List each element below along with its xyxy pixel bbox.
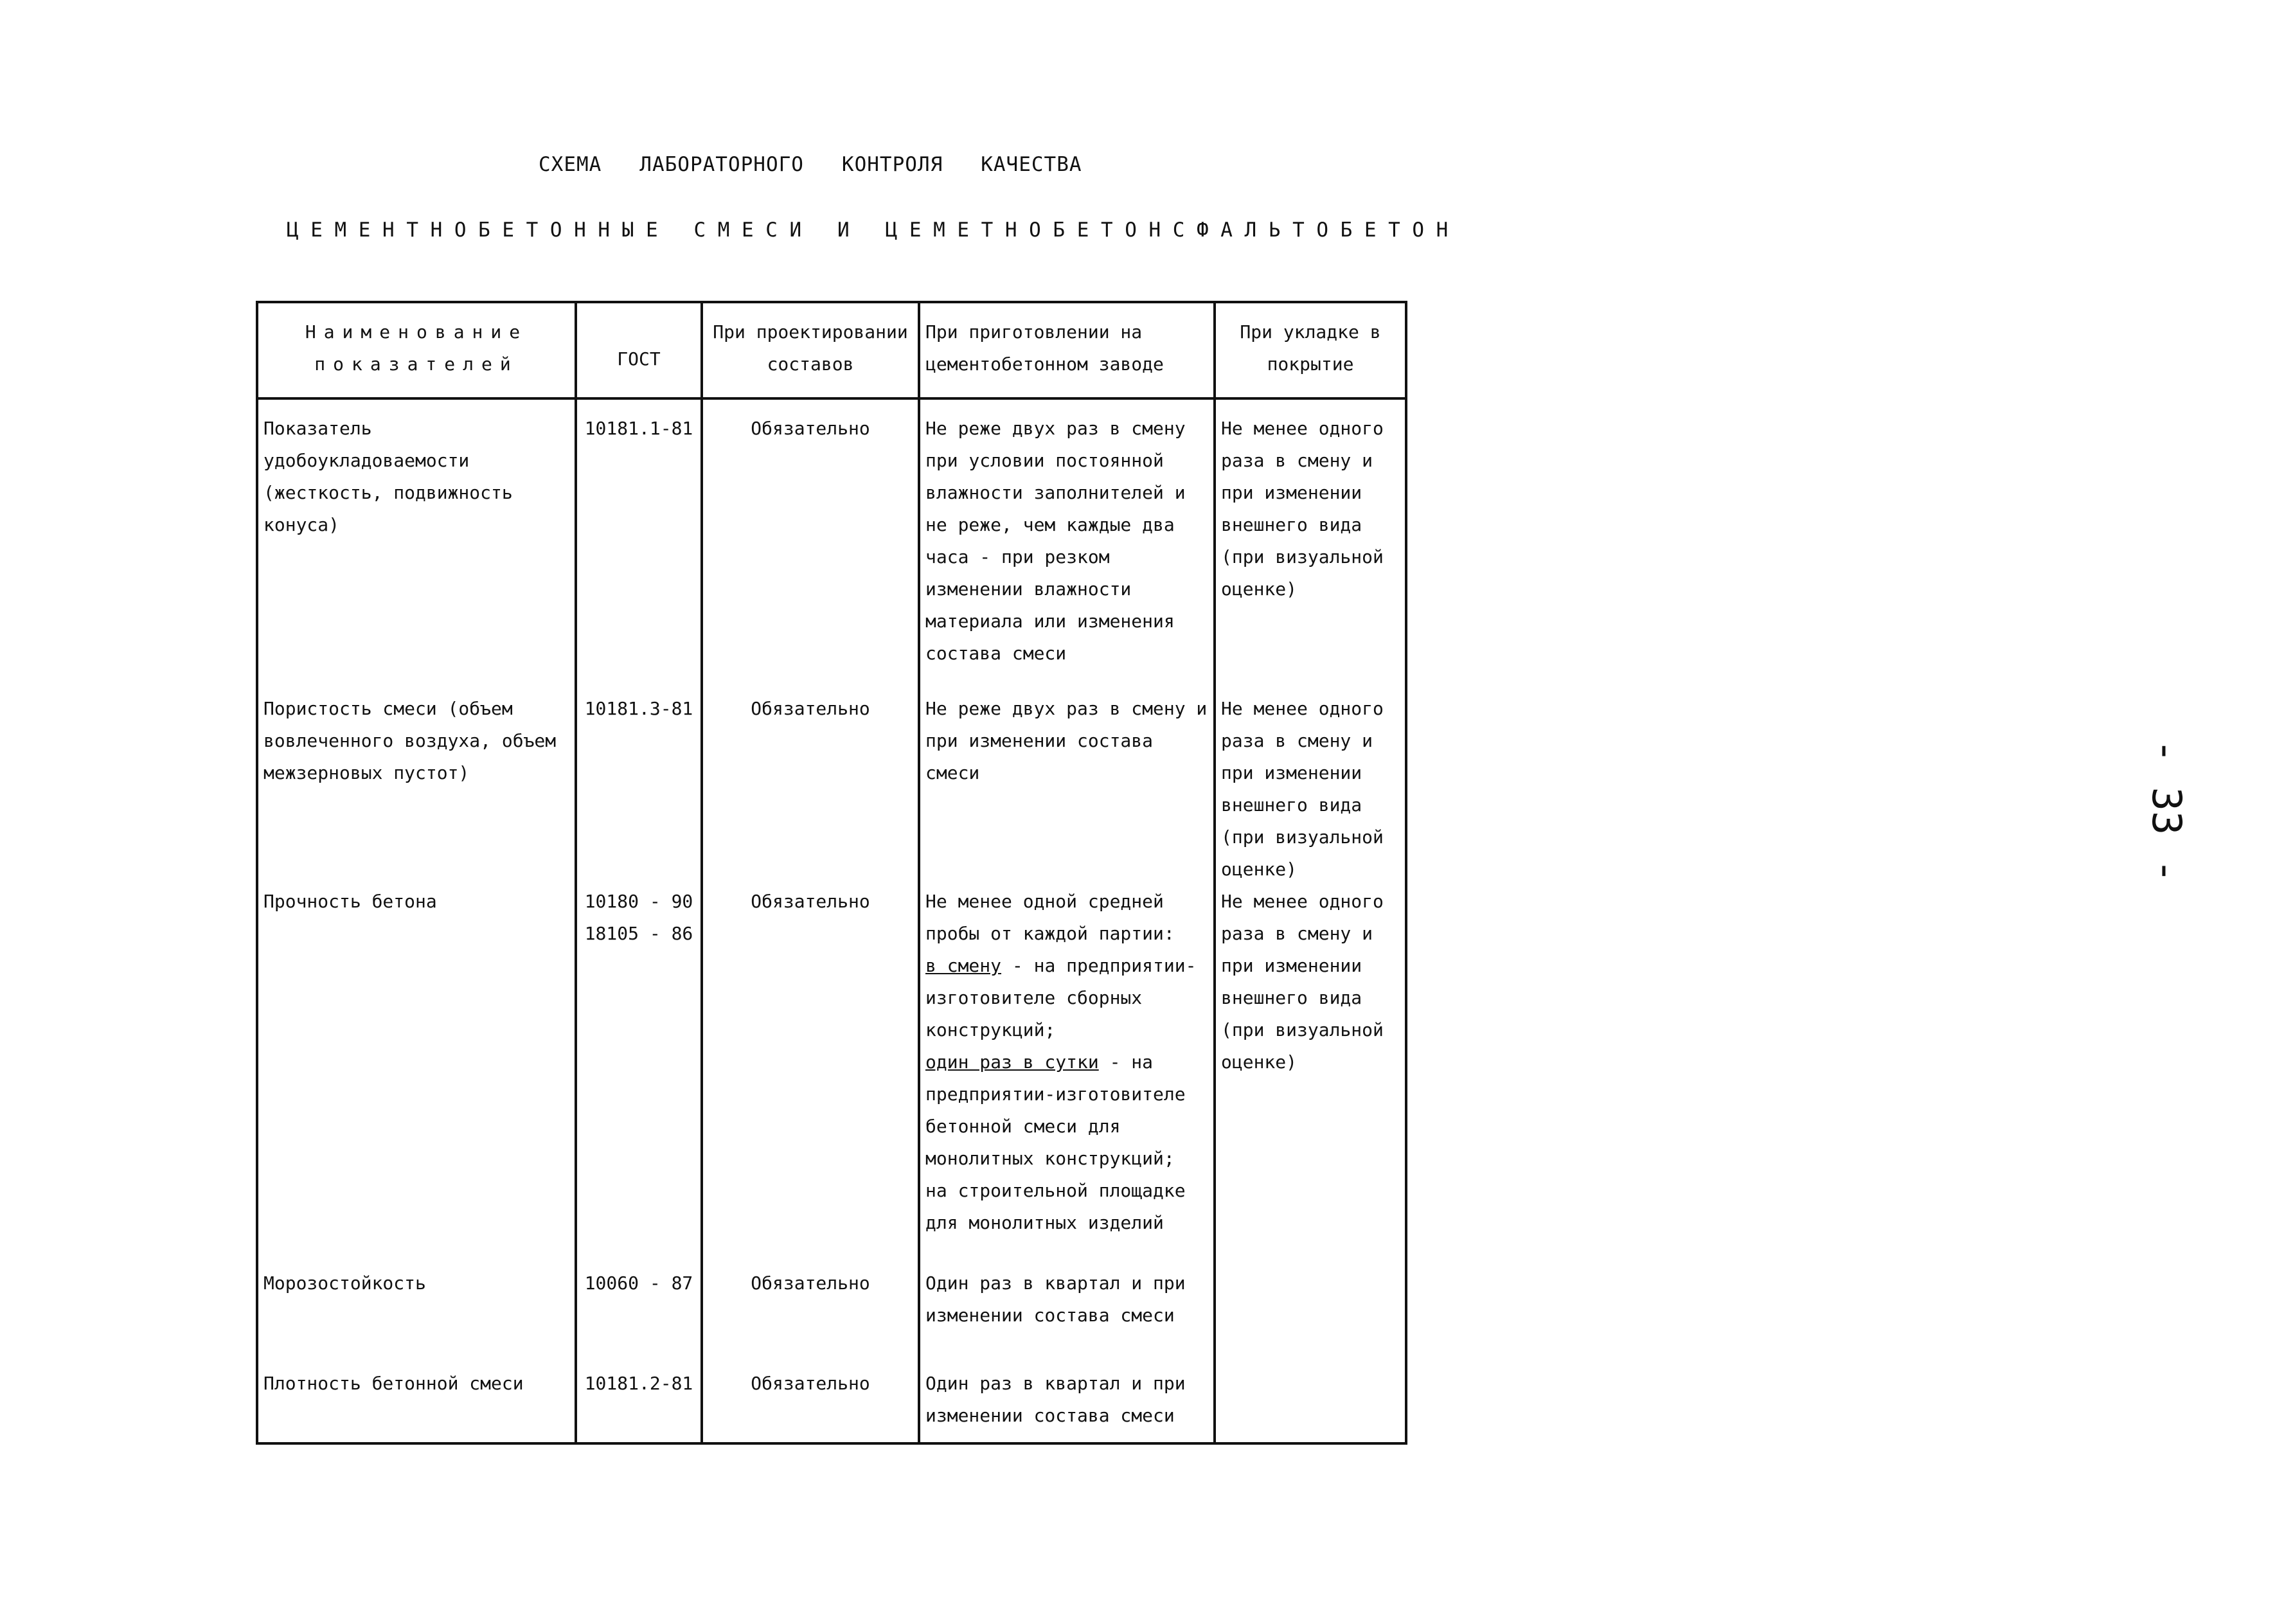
header-preparation: При приготовлении на цементобетонном заводе — [919, 302, 1215, 398]
table-row — [257, 886, 1406, 1267]
cell-laying: Не менее одного раза в смену и при изменении внешнего вида (при визуальной оценке) — [1215, 398, 1406, 693]
preparation-intro: Не менее одной средней пробы от каждой партии: — [925, 891, 1175, 944]
document-subtitle: ЦЕМЕНТНОБЕТОННЫЕ СМЕСИ И ЦЕМЕТНОБЕТОНСФАЛЬТОБЕТОН — [287, 219, 1460, 242]
table-row — [257, 1368, 1406, 1443]
cell-indicator-name: Пористость смеси (объем вовлеченного воздуха, объем межзерновых пустот) — [257, 693, 576, 886]
cell-preparation: Не реже двух раз в смену и при изменении состава смеси — [919, 693, 1215, 886]
table-row — [257, 398, 1406, 693]
cell-laying — [1215, 1267, 1406, 1368]
cell-indicator-name: Плотность бетонной смеси — [257, 1368, 576, 1443]
site-text: на строительной площадке для монолитных изделий — [925, 1180, 1186, 1233]
cell-design: Обязательно — [702, 1368, 919, 1443]
page-number: - 33 - — [2143, 739, 2190, 883]
header-indicator-name: Наименование показателей — [257, 302, 576, 398]
cell-design: Обязательно — [702, 886, 919, 1267]
cell-indicator-name: Прочность бетона — [257, 886, 576, 1267]
cell-indicator-name: Показатель удобоукладоваемости (жесткость, подвижность конуса) — [257, 398, 576, 693]
table-row — [257, 1267, 1406, 1368]
header-design: При проектировании составов — [702, 302, 919, 398]
day-text: - на предприятии-изготовителе бетонной смеси для монолитных конструкций; — [925, 1051, 1186, 1169]
cell-laying: Не менее одного раза в смену и при изменении внешнего вида (при визуальной оценке) — [1215, 886, 1406, 1267]
header-laying: При укладке в покрытие — [1215, 302, 1406, 398]
cell-laying: Не менее одного раза в смену и при изменении внешнего вида (при визуальной оценке) — [1215, 693, 1406, 886]
cell-preparation: Не реже двух раз в смену при условии постоянной влажности заполнителей и не реже, чем каждые два часа - при резком изменении влажности материала или изменения состава смеси — [919, 398, 1215, 693]
table-header-row — [257, 302, 1406, 398]
cell-gost: 10180 - 90 18105 - 86 — [576, 886, 702, 1267]
cell-gost: 10181.1-81 — [576, 398, 702, 693]
cell-preparation: Один раз в квартал и при изменении состава смеси — [919, 1368, 1215, 1443]
cell-gost: 10181.2-81 — [576, 1368, 702, 1443]
document-title: СХЕМА ЛАБОРАТОРНОГО КОНТРОЛЯ КАЧЕСТВА — [539, 153, 1082, 176]
cell-preparation: Один раз в квартал и при изменении состава смеси — [919, 1267, 1215, 1368]
cell-design: Обязательно — [702, 398, 919, 693]
shift-text: - на предприятии-изготовителе сборных конструкций; — [925, 955, 1197, 1040]
header-gost: ГОСТ — [576, 302, 702, 398]
cell-preparation — [919, 886, 1215, 1267]
day-label: один раз в сутки — [925, 1051, 1099, 1073]
cell-design: Обязательно — [702, 1267, 919, 1368]
quality-control-table — [256, 301, 1407, 1445]
shift-label: в смену — [925, 955, 1002, 976]
cell-gost: 10181.3-81 — [576, 693, 702, 886]
cell-design: Обязательно — [702, 693, 919, 886]
table-row — [257, 693, 1406, 886]
cell-indicator-name: Морозостойкость — [257, 1267, 576, 1368]
cell-gost: 10060 - 87 — [576, 1267, 702, 1368]
cell-laying — [1215, 1368, 1406, 1443]
